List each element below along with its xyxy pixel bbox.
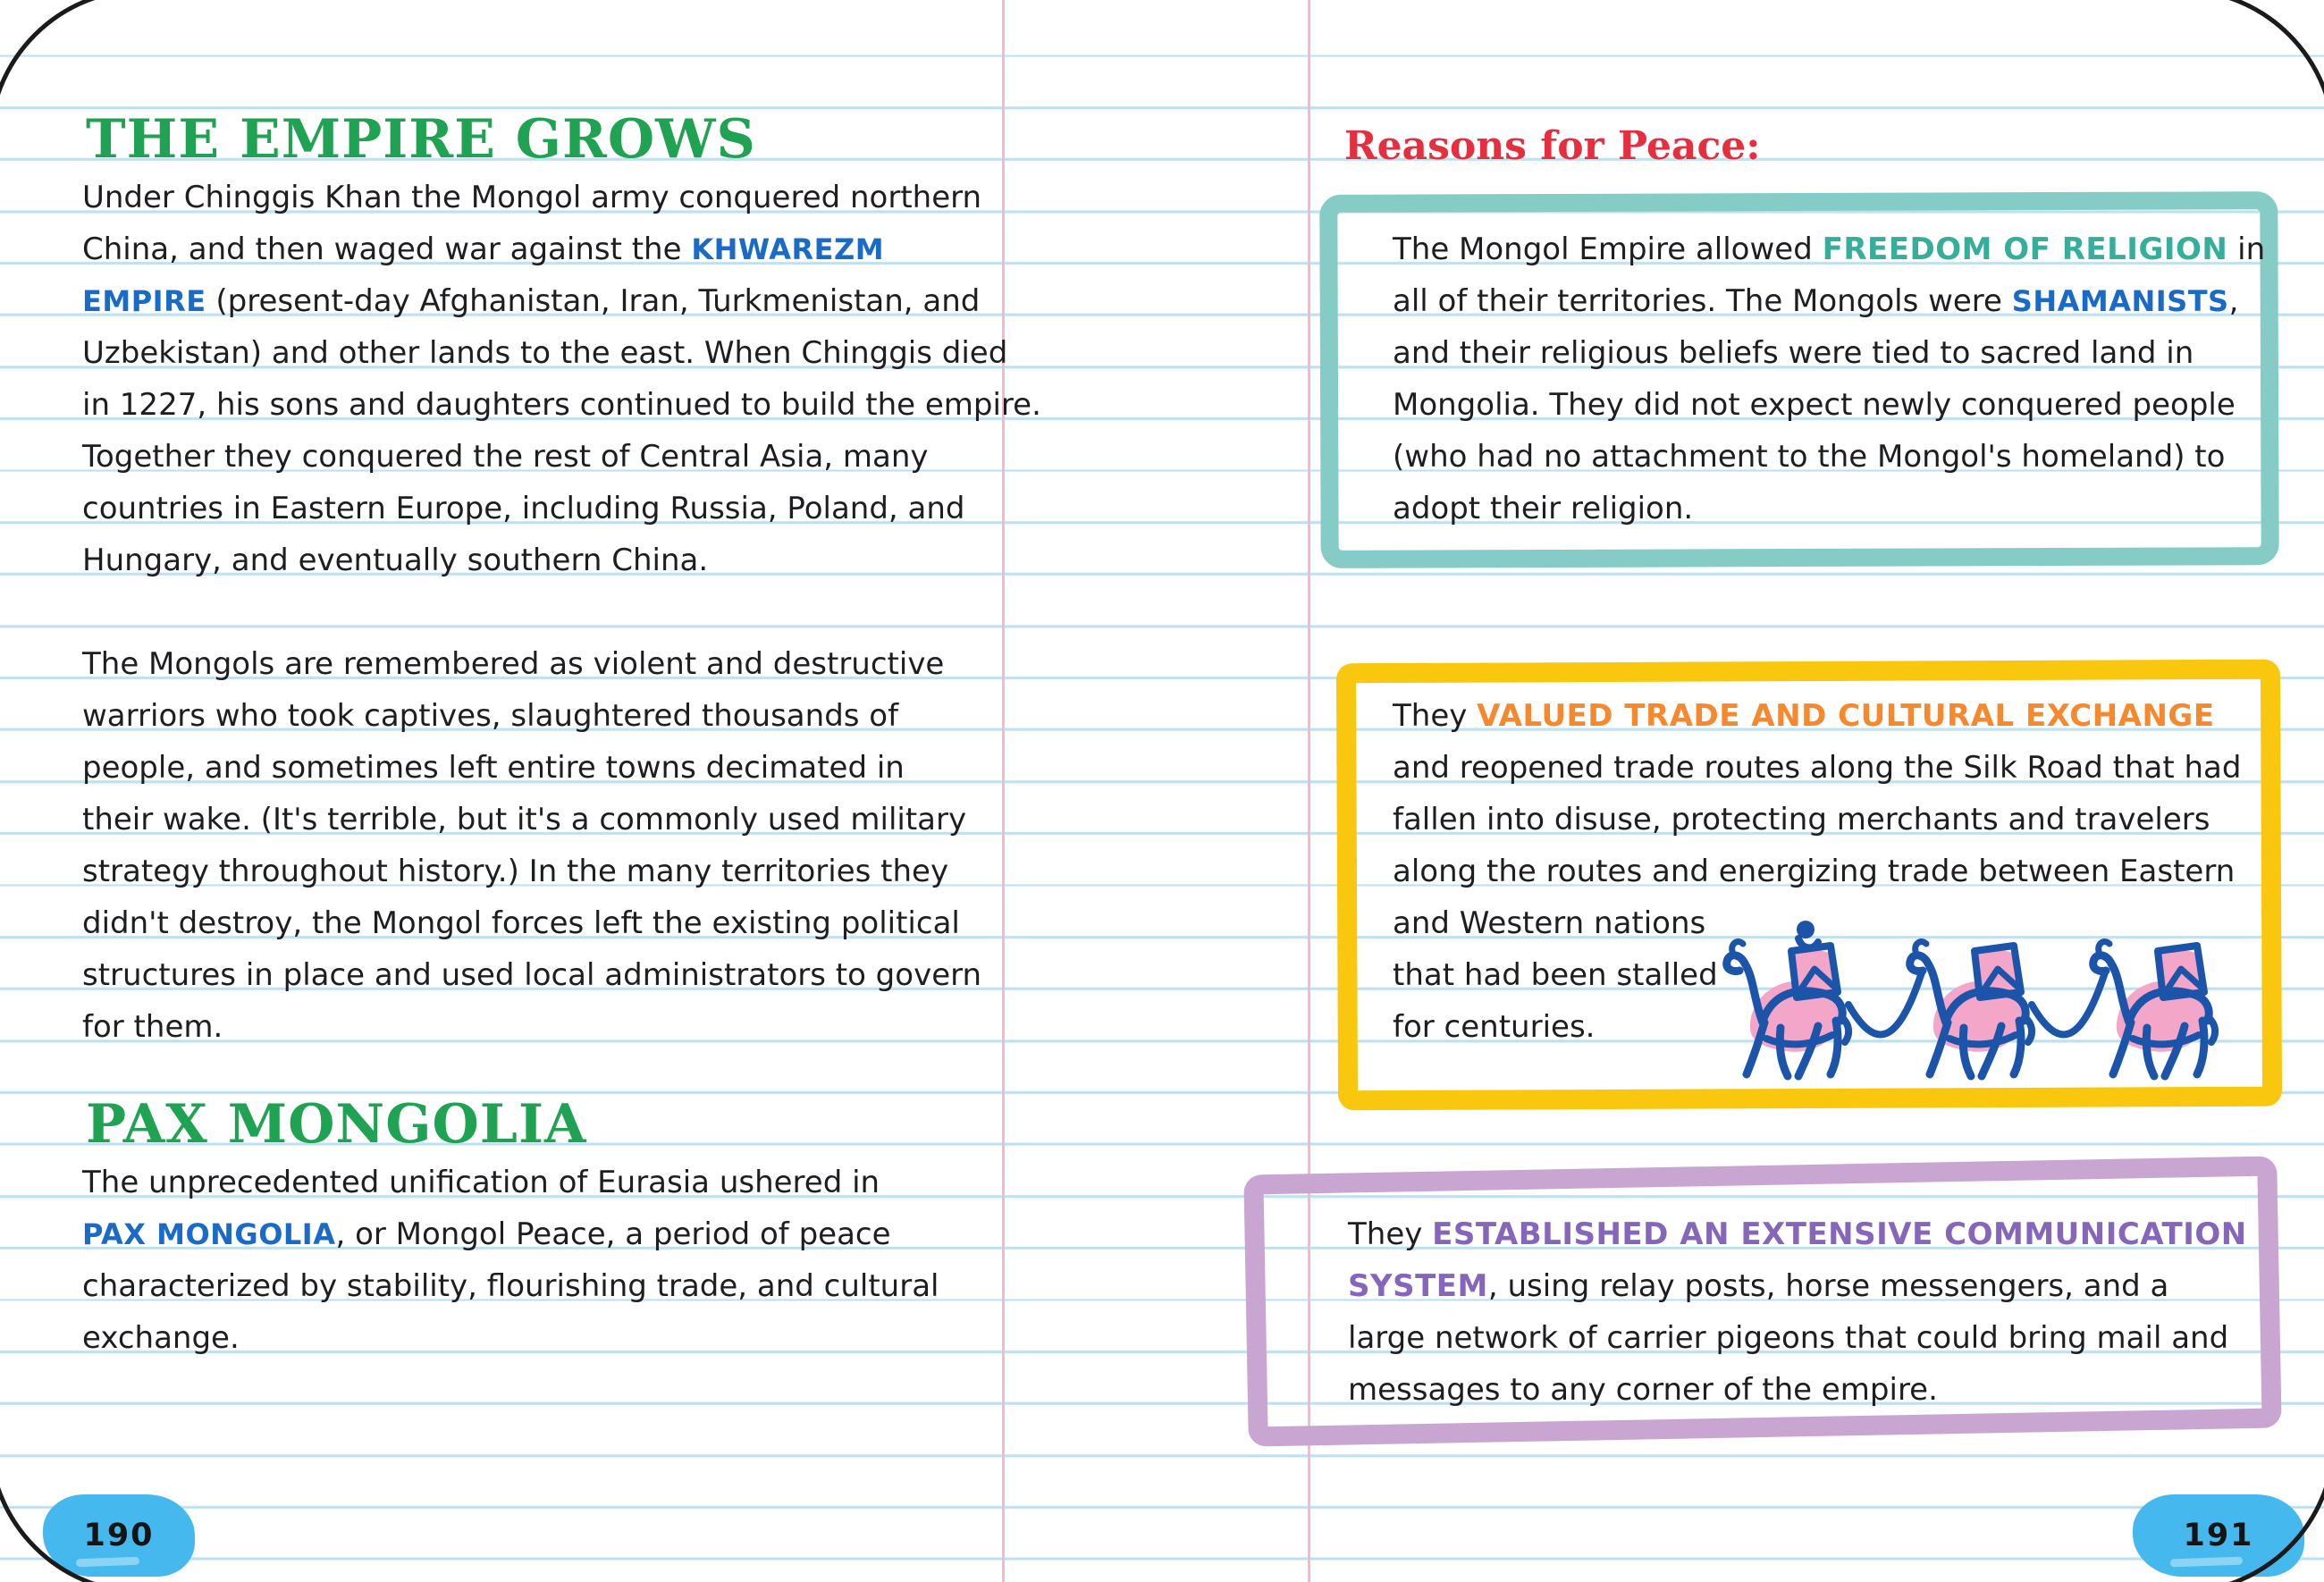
- text-line: [82, 483, 965, 534]
- text-line: [82, 275, 980, 327]
- text-line: [82, 742, 905, 794]
- keyword-purple: ESTABLISHED AN EXTENSIVE COMMUNICATION: [1432, 1216, 2247, 1252]
- text-segment: warriors who took captives, slaughtered thousands of: [82, 698, 899, 734]
- text-segment: strategy throughout history.) In the many territories they: [82, 854, 949, 889]
- page-number-right: 191: [2183, 1518, 2254, 1553]
- text-line: [82, 379, 1041, 431]
- text-line: [82, 638, 944, 690]
- text-line: [82, 1001, 223, 1053]
- text-line: [82, 794, 966, 846]
- text-line: [82, 1260, 939, 1312]
- text-segment: The unprecedented unification of Eurasia ushered in: [82, 1165, 880, 1200]
- text-segment: in: [2227, 231, 2266, 267]
- text-line: [1393, 379, 2236, 431]
- text-line: [82, 172, 981, 223]
- camel-caravan-illustration: [1697, 910, 2255, 1093]
- page-number-highlight-left: [43, 1494, 195, 1577]
- text-segment: Mongolia. They did not expect newly conquered people: [1393, 387, 2236, 423]
- text-segment: (present-day Afghanistan, Iran, Turkmenistan, and: [206, 283, 981, 319]
- text-segment: (who had no attachment to the Mongol's homeland) to: [1393, 439, 2226, 475]
- text-segment: along the routes and energizing trade between Eastern: [1393, 854, 2236, 889]
- text-segment: They: [1393, 698, 1478, 734]
- text-line: [1348, 1208, 2247, 1260]
- text-line: [1393, 275, 2238, 327]
- text-segment: for centuries.: [1393, 1009, 1596, 1045]
- text-line: [82, 223, 884, 275]
- text-line: [1393, 690, 2215, 742]
- text-segment: messages to any corner of the empire.: [1348, 1372, 1938, 1408]
- text-segment: Uzbekistan) and other lands to the east. When Chinggis died: [82, 335, 1008, 371]
- page-number-left: 190: [83, 1518, 155, 1553]
- caravan-rope: [1848, 972, 1922, 1034]
- section-heading-pax-mongolia: PAX MONGOLIA: [86, 1093, 587, 1156]
- text-segment: their wake. (It's terrible, but it's a commonly used military: [82, 802, 967, 837]
- keyword-blue: PAX MONGOLIA: [82, 1217, 336, 1251]
- text-segment: , or Mongol Peace, a period of peace: [335, 1216, 891, 1252]
- text-line: [1393, 949, 1718, 1001]
- text-segment: that had been stalled: [1393, 957, 1718, 993]
- text-line: [1393, 794, 2210, 846]
- text-segment: people, and sometimes left entire towns decimated in: [82, 750, 905, 786]
- text-segment: structures in place and used local administrators to govern: [82, 957, 982, 993]
- text-segment: Hungary, and eventually southern China.: [82, 543, 709, 578]
- camel-rider: [1797, 921, 1818, 947]
- text-line: [82, 897, 960, 949]
- page-number-highlight-right: [2133, 1494, 2304, 1577]
- text-segment: , using relay posts, horse messengers, and a: [1487, 1268, 2169, 1304]
- text-line: [1348, 1312, 2228, 1364]
- text-line: [82, 949, 981, 1001]
- text-segment: Under Chinggis Khan the Mongol army conquered northern: [82, 180, 982, 215]
- text-segment: China, and then waged war against the: [82, 231, 692, 267]
- text-segment: They: [1348, 1216, 1433, 1252]
- text-line: [82, 431, 929, 483]
- text-line: [1393, 1001, 1595, 1053]
- text-segment: exchange.: [82, 1320, 240, 1356]
- text-line: [1393, 431, 2225, 483]
- text-segment: and their religious beliefs were tied to sacred land in: [1393, 335, 2194, 371]
- section-heading-empire-grows: THE EMPIRE GROWS: [86, 108, 756, 171]
- text-line: [1393, 846, 2235, 897]
- text-segment: characterized by stability, flourishing trade, and cultural: [82, 1268, 939, 1304]
- keyword-blue: KHWAREZM: [691, 232, 885, 266]
- text-line: [1348, 1260, 2168, 1312]
- text-segment: The Mongols are remembered as violent and destructive: [82, 646, 945, 682]
- text-segment: all of their territories. The Mongols were: [1393, 283, 2012, 319]
- keyword-blue: SHAMANISTS: [2011, 284, 2229, 318]
- text-segment: didn't destroy, the Mongol forces left the existing political: [82, 905, 960, 941]
- text-segment: and Western nations: [1393, 905, 1706, 941]
- text-line: [82, 534, 708, 586]
- keyword-blue: EMPIRE: [82, 284, 206, 318]
- caravan-rope: [2032, 972, 2105, 1034]
- text-segment: large network of carrier pigeons that could bring mail and: [1348, 1320, 2229, 1356]
- margin-line-left: [1002, 0, 1005, 1582]
- text-segment: ,: [2228, 283, 2239, 319]
- text-line: [1393, 897, 1705, 949]
- text-segment: fallen into disuse, protecting merchants and travelers: [1393, 802, 2210, 837]
- text-segment: adopt their religion.: [1393, 491, 1694, 526]
- text-segment: for them.: [82, 1009, 223, 1045]
- keyword-orange: VALUED TRADE AND CULTURAL EXCHANGE: [1477, 698, 2215, 734]
- keyword-teal: FREEDOM OF RELIGION: [1822, 231, 2228, 267]
- text-line: [1393, 742, 2241, 794]
- text-line: [82, 1157, 880, 1208]
- text-segment: Together they conquered the rest of Central Asia, many: [82, 439, 929, 475]
- text-line: [82, 1312, 240, 1364]
- text-line: [1393, 223, 2265, 275]
- text-line: [82, 690, 898, 742]
- text-line: [82, 327, 1007, 379]
- text-line: [82, 846, 948, 897]
- text-segment: The Mongol Empire allowed: [1393, 231, 1823, 267]
- text-line: [1393, 327, 2193, 379]
- text-segment: in 1227, his sons and daughters continued to build the empire.: [82, 387, 1041, 423]
- keyword-purple: SYSTEM: [1348, 1268, 1488, 1304]
- text-line: [82, 1208, 891, 1260]
- text-line: [1348, 1364, 1938, 1416]
- text-line: [1393, 483, 1693, 534]
- text-segment: and reopened trade routes along the Silk Road that had: [1393, 750, 2242, 786]
- text-segment: countries in Eastern Europe, including Russia, Poland, and: [82, 491, 965, 526]
- section-heading-reasons-for-peace: Reasons for Peace:: [1344, 123, 1761, 169]
